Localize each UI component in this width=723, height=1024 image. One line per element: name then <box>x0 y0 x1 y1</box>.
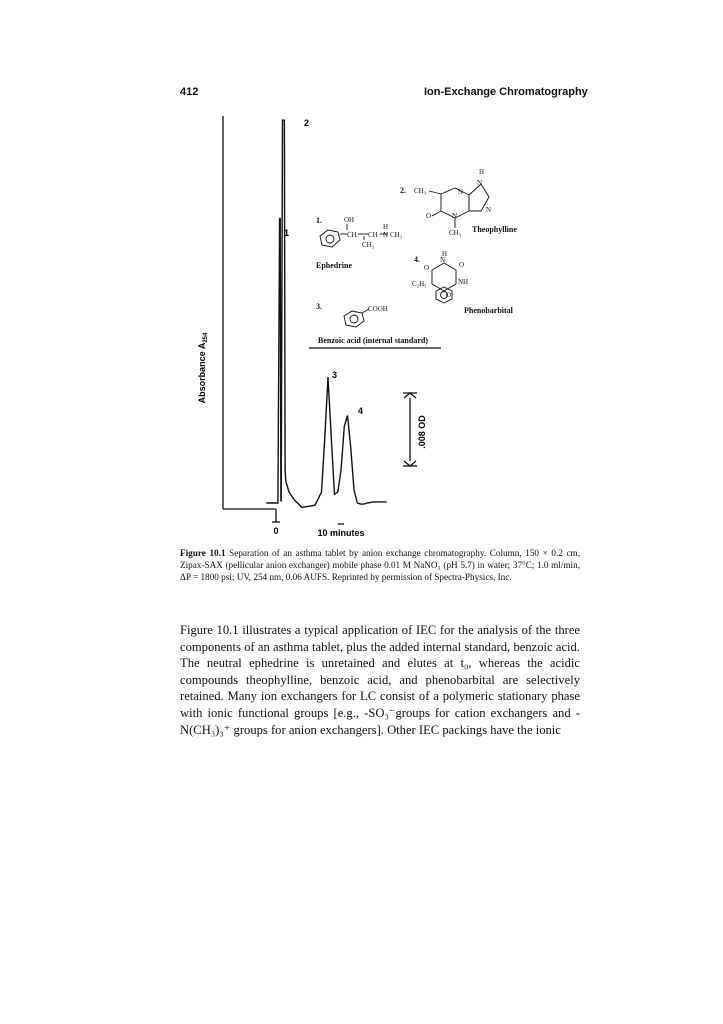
x-tick-label-ten-minutes: 10 minutes <box>317 528 365 538</box>
benzoic-acid-name: Benzoic acid (internal standard) <box>318 336 428 345</box>
benzoic-acid-structure <box>316 302 428 345</box>
svg-text:CH₃: CH₃ <box>414 187 427 195</box>
peak-label-3: 3 <box>332 370 338 380</box>
svg-text:O: O <box>426 212 432 220</box>
chromatogram-trace <box>266 120 389 507</box>
svg-text:CH: CH <box>347 231 357 239</box>
svg-text:N: N <box>486 206 492 214</box>
caption-label: Figure 10.1 <box>180 548 226 558</box>
svg-text:1.: 1. <box>316 216 322 225</box>
svg-text:O: O <box>446 291 452 299</box>
svg-text:H: H <box>383 223 389 231</box>
svg-text:N: N <box>452 212 458 220</box>
body-paragraph: Figure 10.1 illustrates a typical application of IEC for the analysis of the three components of an asthma tablet, plus the added internal standard, benzoic acid. The neutral ephedrine is unretained and elutes at t₀, whereas the acidic compounds theophylline, benzoic acid, and phenobarbital are selectively retained. Many ion exchangers for LC consist of a polymeric stationary phase with ionic functional groups [e.g., -SO₃⁻groups for cation exchangers and -N(CH₃)₃⁺ groups for anion exchangers]. Other IEC packings have the ionic <box>180 623 580 737</box>
ephedrine-name: Ephedrine <box>316 261 353 270</box>
svg-text:3.: 3. <box>316 302 322 311</box>
peak-label-2: 2 <box>304 118 310 128</box>
svg-text:CH₃: CH₃ <box>362 241 375 249</box>
theophylline-name: Theophylline <box>472 225 517 234</box>
running-head: Ion-Exchange Chromatography <box>424 86 588 98</box>
svg-text:N: N <box>440 256 446 264</box>
svg-text:N: N <box>477 179 483 187</box>
svg-text:NH: NH <box>458 278 469 286</box>
peak-label-1: 1 <box>284 228 290 238</box>
ephedrine-structure <box>316 216 403 270</box>
x-tick-label-zero: 0 <box>273 526 279 536</box>
page-number: 412 <box>180 86 199 98</box>
peak-label-4: 4 <box>358 406 364 416</box>
scale-bar-label: .008 OD <box>417 415 427 449</box>
svg-text:N: N <box>383 231 389 239</box>
svg-text:C₂H₅: C₂H₅ <box>412 280 427 288</box>
phenobarbital-name: Phenobarbital <box>464 306 513 315</box>
body-text <box>180 622 580 738</box>
svg-text:4.: 4. <box>414 255 420 264</box>
y-axis-label: Absorbance $A_{254}$ <box>197 332 209 404</box>
caption-text: Separation of an asthma tablet by anion exchange chromatography. Column, 150 × 0.2 cm, Zipax-SAX (pellicular anion exchanger) mobile phase 0.01 M NaNO₃ (pH 5.7) in water; 37°C; 1.0 ml/min, ΔP = 1800 psi; UV, 254 nm, 0.06 AUFS. Reprinted by permission of Spectra-Physics, Inc. <box>180 548 580 583</box>
theophylline-structure <box>400 168 517 237</box>
svg-text:O: O <box>424 264 430 272</box>
figure-caption <box>180 547 580 584</box>
svg-text:COOH: COOH <box>368 305 388 313</box>
phenobarbital-structure <box>412 250 514 315</box>
svg-text:CH₃: CH₃ <box>449 229 462 237</box>
svg-text:2.: 2. <box>400 186 406 195</box>
svg-text:CH₃: CH₃ <box>390 231 403 239</box>
scale-bar-arrow-top <box>404 393 416 398</box>
svg-text:N: N <box>458 188 464 196</box>
svg-text:H: H <box>442 250 448 258</box>
svg-text:H: H <box>479 168 485 176</box>
svg-text:OH: OH <box>344 216 355 224</box>
svg-text:O: O <box>459 261 465 269</box>
svg-text:CH: CH <box>368 231 378 239</box>
scale-bar-arrow-bottom <box>404 461 416 466</box>
